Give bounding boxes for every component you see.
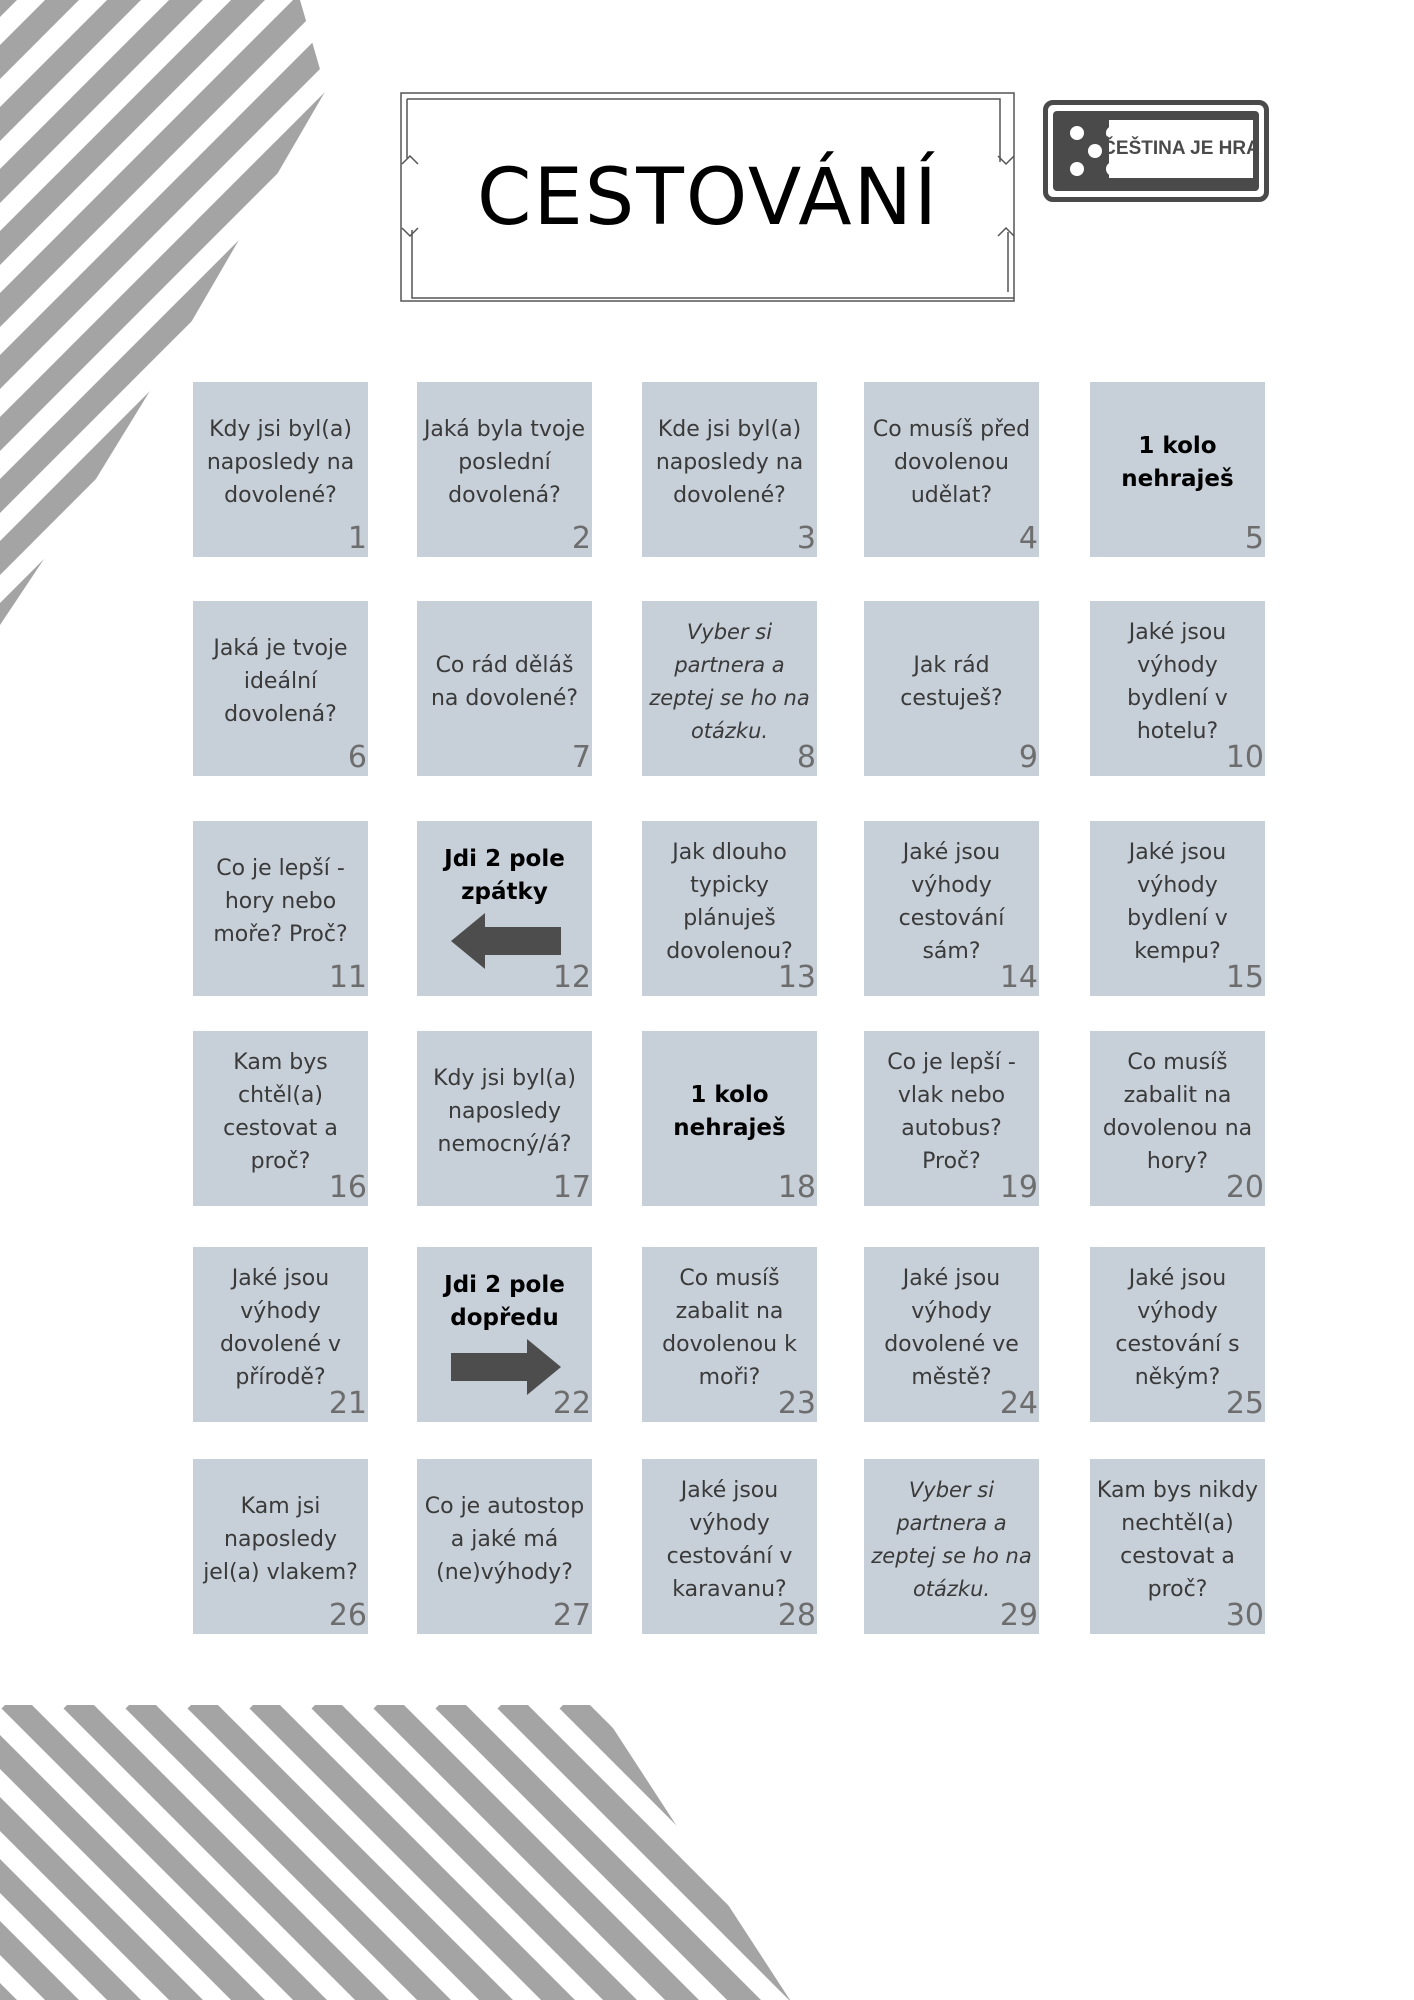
cell-text: Co musíš zabalit na dovolenou na hory? [1102, 1049, 1253, 1174]
cell-text: Co musíš před dovolenou udělat? [872, 417, 1031, 508]
cell-number: 13 [777, 960, 816, 995]
board-cell-26 [193, 1459, 368, 1634]
cell-text: Co je autostop a jaké má (ne)výhody? [424, 1494, 585, 1585]
cell-text: Jaké jsou výhody dovolené ve městě? [884, 1265, 1019, 1390]
board-cell-1 [193, 382, 368, 557]
board-cell-10 [1090, 601, 1265, 776]
cell-number: 29 [999, 1598, 1038, 1633]
cell-number: 15 [1225, 960, 1264, 995]
cell-text: Jdi 2 pole dopředu [444, 1272, 565, 1331]
cell-number: 16 [328, 1170, 367, 1205]
stripe [1002, 1700, 1414, 2000]
board-cell-28 [642, 1459, 817, 1634]
cell-number: 26 [328, 1598, 367, 1633]
cell-text: Kam bys nikdy nechtěl(a) cestovat a proč? [1096, 1477, 1259, 1602]
cell-text: Co je lepší - hory nebo moře? Proč? [213, 856, 348, 947]
cell-number: 23 [777, 1386, 816, 1421]
board-cell-30 [1090, 1459, 1265, 1634]
cell-number: 27 [552, 1598, 591, 1633]
stripe [940, 1700, 1414, 2000]
cell-text: Jak rád cestuješ? [900, 652, 1003, 711]
board-cell-4 [864, 382, 1039, 557]
cell-text: Kam jsi naposledy jel(a) vlakem? [203, 1494, 358, 1585]
board-cell-12 [417, 821, 592, 996]
cell-number: 6 [347, 740, 367, 775]
stripe [754, 1700, 1414, 2000]
stripe [816, 1700, 1414, 2000]
stripe [692, 1700, 1392, 2000]
cell-number: 1 [347, 521, 367, 556]
cell-text: Jaká byla tvoje poslední dovolená? [423, 417, 586, 508]
cell-text: Kam bys chtěl(a) cestovat a proč? [223, 1049, 338, 1174]
stripe [1188, 1700, 1414, 2000]
board-cell-11 [193, 821, 368, 996]
cell-number: 19 [999, 1170, 1038, 1205]
cell-number: 14 [999, 960, 1038, 995]
cell-number: 18 [777, 1170, 816, 1205]
cell-text: Jaké jsou výhody cestování sám? [898, 839, 1005, 964]
cell-text: Jak dlouho typicky plánuješ dovolenou? [666, 839, 793, 964]
cell-text: Co musíš zabalit na dovolenou k moři? [662, 1265, 797, 1390]
cell-number: 4 [1018, 521, 1038, 556]
stripe [568, 1700, 1268, 2000]
board-cell-24 [864, 1247, 1039, 1422]
board-cell-13 [642, 821, 817, 996]
arrow-left-icon [451, 913, 561, 969]
cell-number: 22 [552, 1386, 591, 1421]
arrow-right-icon [451, 1339, 561, 1395]
cell-number: 24 [999, 1386, 1038, 1421]
stripe [0, 0, 196, 1190]
cell-text: 1 kolo nehraješ [673, 1081, 786, 1141]
cell-number: 20 [1225, 1170, 1264, 1205]
cell-text: Jaké jsou výhody dovolené v přírodě? [219, 1265, 342, 1390]
cell-text: 1 kolo nehraješ [1121, 432, 1234, 492]
board-cell-20 [1090, 1031, 1265, 1206]
cell-text: Co rád děláš na dovolené? [430, 652, 579, 711]
board-cell-6 [193, 601, 368, 776]
board-cell-2 [417, 382, 592, 557]
cell-text: Vyber si partnera a zeptej se ho na otázku. [649, 619, 810, 743]
board-cell-25 [1090, 1247, 1265, 1422]
cell-number: 11 [328, 960, 367, 995]
cell-text: Jaké jsou výhody cestování v karavanu? [666, 1477, 793, 1602]
cell-number: 3 [796, 521, 816, 556]
stripe [1126, 1700, 1414, 2000]
logo-label: ČEŠTINA JE HRA [1109, 120, 1253, 178]
cell-text: Kdy jsi byl(a) naposledy na dovolené? [206, 417, 355, 508]
board-cell-19 [864, 1031, 1039, 1206]
cell-number: 2 [571, 521, 591, 556]
cell-number: 25 [1225, 1386, 1264, 1421]
cell-number: 12 [552, 960, 591, 995]
cell-text: Jdi 2 pole zpátky [444, 846, 565, 905]
stripe [1064, 1700, 1414, 2000]
board-cell-8 [642, 601, 817, 776]
cell-text: Jaké jsou výhody bydlení v hotelu? [1127, 619, 1228, 744]
board-cell-5 [1090, 382, 1265, 557]
stripe [630, 1700, 1330, 2000]
page-title: CESTOVÁNÍ [476, 153, 939, 243]
board-cell-16 [193, 1031, 368, 1206]
stripes-bottom-left [0, 1700, 1414, 2000]
board-cell-27 [417, 1459, 592, 1634]
board-cell-17 [417, 1031, 592, 1206]
board-cell-9 [864, 601, 1039, 776]
board-cell-21 [193, 1247, 368, 1422]
stripe [1250, 1700, 1414, 2000]
board-cell-22 [417, 1247, 592, 1422]
cell-text: Vyber si partnera a zeptej se ho na otázku. [871, 1477, 1032, 1601]
cell-number: 28 [777, 1598, 816, 1633]
cell-number: 9 [1018, 740, 1038, 775]
stripe [878, 1700, 1414, 2000]
cell-text: Kde jsi byl(a) naposledy na dovolené? [655, 417, 804, 508]
cell-number: 5 [1244, 521, 1264, 556]
cell-number: 7 [571, 740, 591, 775]
cell-text: Co je lepší - vlak nebo autobus? Proč? [887, 1049, 1016, 1174]
cell-text: Jaká je tvoje ideální dovolená? [213, 636, 348, 727]
board-cell-14 [864, 821, 1039, 996]
cell-number: 30 [1225, 1598, 1264, 1633]
cell-number: 21 [328, 1386, 367, 1421]
brand-logo [1043, 100, 1269, 202]
board-cell-7 [417, 601, 592, 776]
board-cell-18 [642, 1031, 817, 1206]
cell-number: 10 [1225, 740, 1264, 775]
cell-text: Jaké jsou výhody bydlení v kempu? [1127, 839, 1228, 964]
board-cell-23 [642, 1247, 817, 1422]
cell-number: 8 [796, 740, 816, 775]
cell-text: Kdy jsi byl(a) naposledy nemocný/á? [433, 1066, 576, 1157]
board-cell-29 [864, 1459, 1039, 1634]
board-cell-15 [1090, 821, 1265, 996]
cell-number: 17 [552, 1170, 591, 1205]
cell-text: Jaké jsou výhody cestování s někým? [1115, 1265, 1240, 1390]
board-cell-3 [642, 382, 817, 557]
